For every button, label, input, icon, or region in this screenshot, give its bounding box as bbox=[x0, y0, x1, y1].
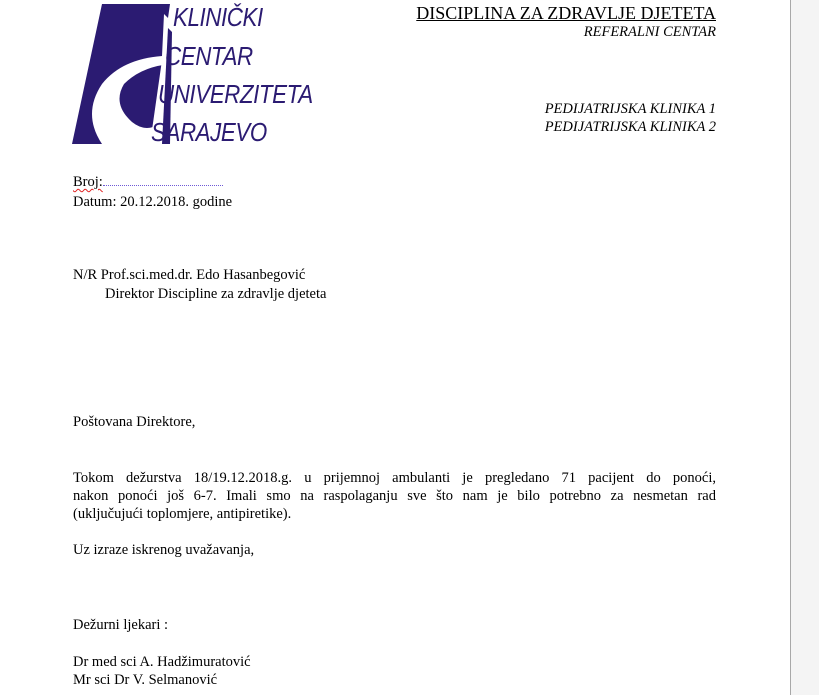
document-gutter bbox=[791, 0, 819, 695]
body-line-3: (uključujući toplomjere, antipiretike). bbox=[73, 506, 292, 522]
logo-line-klinicki: KLINIČKI bbox=[173, 2, 263, 32]
body-paragraph bbox=[73, 469, 716, 523]
broj-label: Broj: bbox=[73, 174, 103, 190]
page-edge bbox=[790, 0, 791, 695]
body-line-1: Tokom dežurstva 18/19.12.2018.g. u prijemnoj ambulanti je pregledano 71 pacijent do ponoći, bbox=[73, 470, 716, 486]
broj-blank bbox=[103, 174, 223, 186]
clinic-2: PEDIJATRIJSKA KLINIKA 2 bbox=[544, 119, 716, 135]
signatures-label: Dežurni ljekari : bbox=[73, 617, 169, 633]
body-line-2: nakon ponoći još 6-7. Imali smo na raspolaganju sve što nam je bilo potrebno za nesmetan rad bbox=[73, 488, 716, 504]
datum-line: Datum: 20.12.2018. godine bbox=[73, 194, 233, 210]
closing: Uz izraze iskrenog uvažavanja, bbox=[73, 542, 255, 558]
doctor-2: Mr sci Dr V. Selmanović bbox=[73, 672, 218, 688]
recipient-name: N/R Prof.sci.med.dr. Edo Hasanbegović bbox=[73, 267, 306, 283]
recipient-title: Direktor Discipline za zdravlje djeteta bbox=[105, 286, 327, 302]
clinic-1: PEDIJATRIJSKA KLINIKA 1 bbox=[544, 101, 716, 117]
hospital-logo bbox=[72, 4, 317, 146]
greeting: Poštovana Direktore, bbox=[73, 414, 196, 430]
referral-center: REFERALNI CENTAR bbox=[583, 24, 716, 40]
logo-line-univerziteta: UNIVERZITETA bbox=[158, 79, 313, 109]
discipline-title: DISCIPLINA ZA ZDRAVLJE DJETETA bbox=[416, 3, 716, 23]
broj-line bbox=[73, 174, 223, 191]
logo-line-centar: CENTAR bbox=[165, 41, 253, 71]
doctor-1: Dr med sci A. Hadžimuratović bbox=[73, 654, 251, 670]
logo-line-sarajevo: SARAJEVO bbox=[151, 117, 267, 147]
